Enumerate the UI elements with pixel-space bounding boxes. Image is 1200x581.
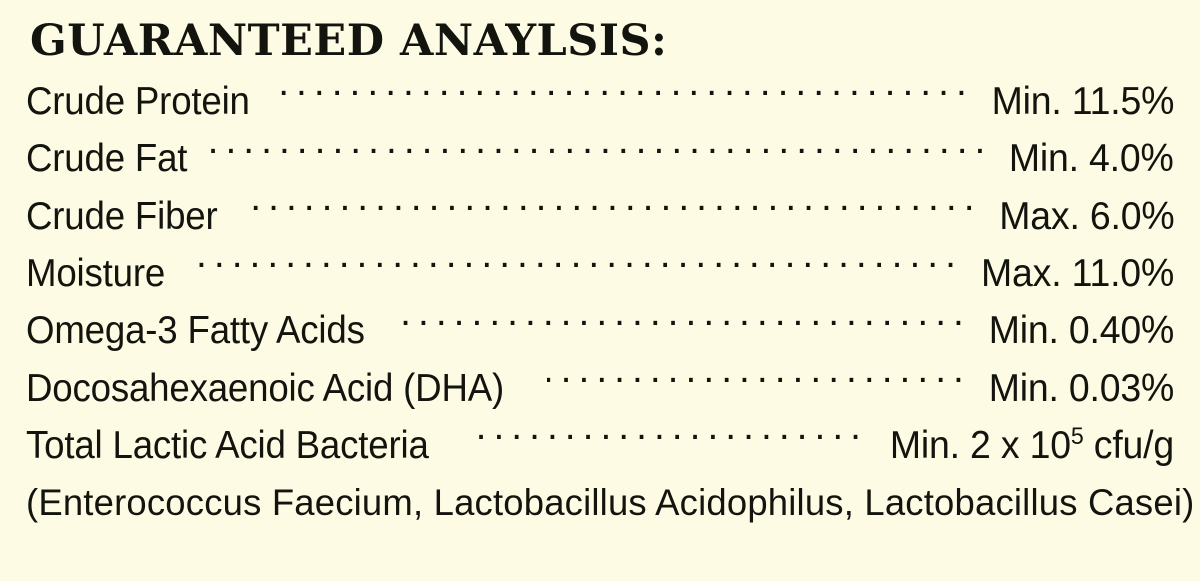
nutrient-name: Docosahexaenoic Acid (DHA)	[26, 366, 505, 410]
dot-leader	[466, 419, 868, 458]
dot-leader	[210, 132, 993, 171]
nutrient-name: Crude Fat	[26, 137, 188, 181]
list-item	[26, 130, 1174, 187]
list-item	[26, 73, 1174, 130]
amount-prefix: Min. 2 x 10	[889, 423, 1071, 467]
bacteria-strains-footnote: (Enterococcus Faecium, Lactobacillus Acidophilus, Lactobacillus Casei)	[26, 482, 1195, 524]
nutrient-amount	[890, 417, 1174, 474]
dot-leader	[276, 75, 974, 114]
nutrient-amount: Min. 4.0%	[1009, 137, 1174, 181]
amount-suffix: cfu/g	[1083, 423, 1174, 467]
nutrient-amount: Min. 0.03%	[988, 366, 1174, 410]
nutrient-amount: Min. 0.40%	[988, 309, 1174, 353]
list-item	[26, 188, 1174, 245]
nutrient-amount: Max. 11.0%	[980, 251, 1174, 295]
amount-exponent: 5	[1070, 422, 1084, 450]
nutrient-amount: Max. 6.0%	[998, 194, 1174, 238]
nutrient-name: Crude Protein	[26, 80, 250, 123]
nutrient-name: Crude Fiber	[26, 194, 218, 238]
nutrient-amount: Min. 11.5%	[991, 80, 1174, 123]
list-item	[26, 417, 1174, 474]
dot-leader	[186, 247, 963, 286]
dot-leader	[547, 362, 971, 401]
page-title: GUARANTEED ANAYLSIS:	[30, 16, 668, 66]
nutrient-list	[26, 73, 1174, 474]
dot-leader	[242, 190, 982, 229]
nutrient-name: Omega-3 Fatty Acids	[26, 309, 365, 353]
dot-leader	[398, 304, 971, 343]
list-item	[26, 360, 1174, 417]
nutrient-name: Total Lactic Acid Bacteria	[26, 423, 429, 467]
list-item	[26, 302, 1174, 359]
nutrient-name: Moisture	[26, 251, 166, 295]
list-item	[26, 245, 1174, 302]
